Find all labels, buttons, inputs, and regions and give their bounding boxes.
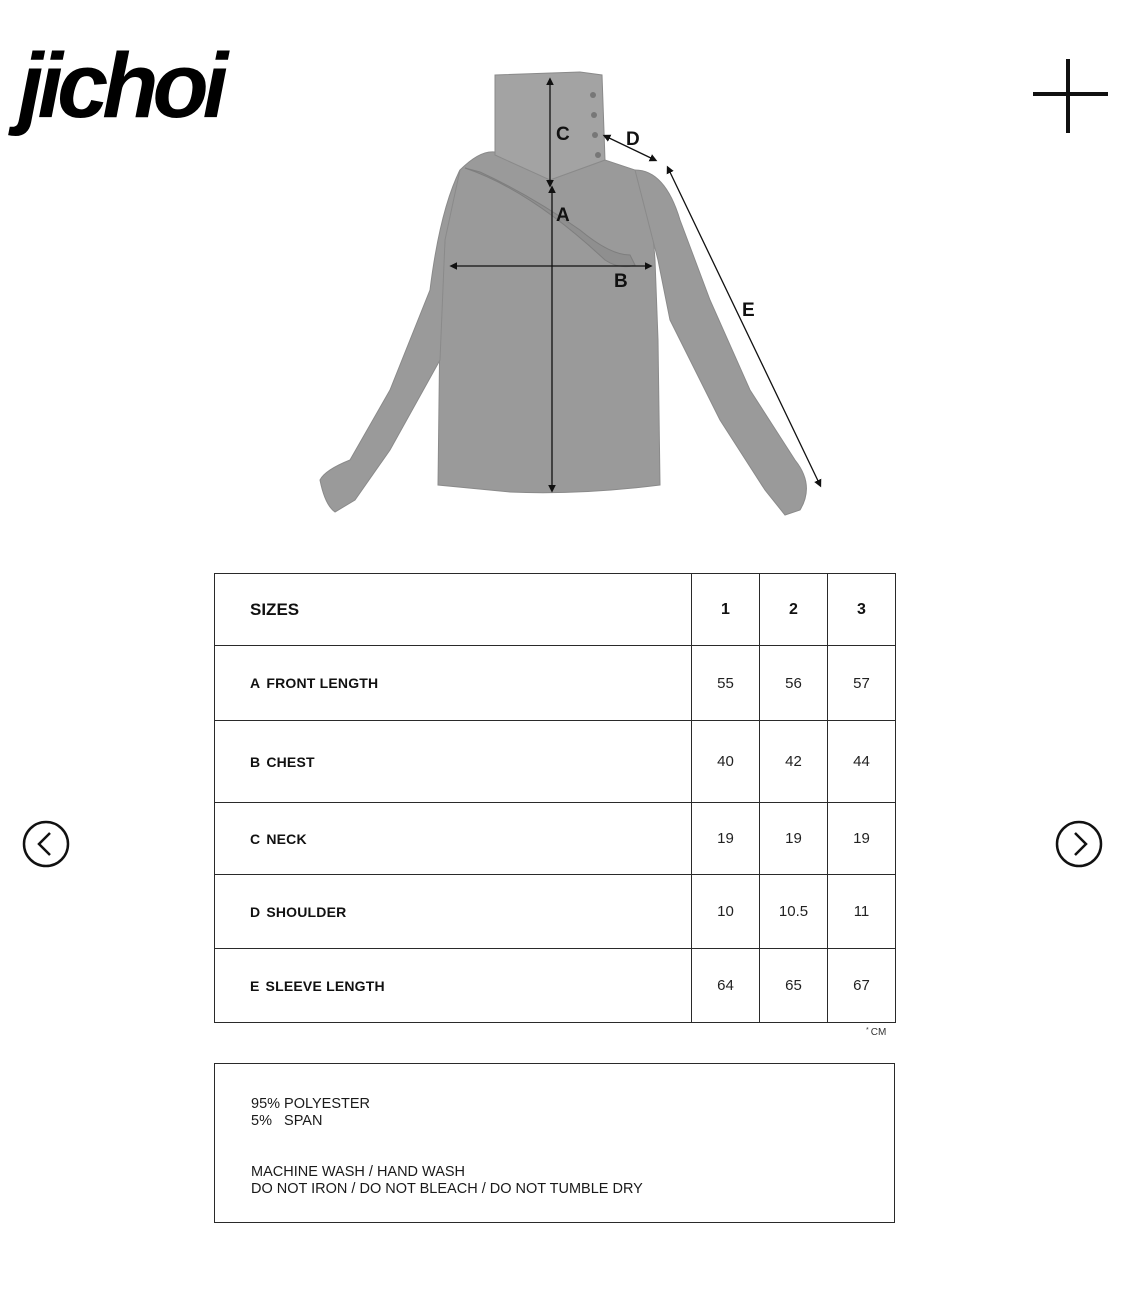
table-row	[215, 646, 896, 721]
size-header-3: 3	[828, 574, 896, 646]
chevron-right-icon	[1055, 820, 1103, 868]
table-row	[215, 875, 896, 949]
table-cell: 11	[828, 875, 896, 949]
next-slide-button[interactable]	[1055, 820, 1103, 868]
table-cell: 55	[692, 646, 760, 721]
table-row	[215, 721, 896, 803]
table-cell: 44	[828, 721, 896, 803]
measurement-label: B CHEST	[215, 721, 692, 803]
table-cell: 67	[828, 949, 896, 1023]
table-cell: 64	[692, 949, 760, 1023]
table-header-row	[215, 574, 896, 646]
composition-line: 5% SPAN	[251, 1113, 323, 1129]
table-cell: 19	[760, 803, 828, 875]
label-a: A	[556, 205, 570, 226]
table-cell: 19	[692, 803, 760, 875]
garment-measurement-diagram	[280, 60, 840, 530]
care-info-box	[214, 1063, 895, 1223]
table-cell: 42	[760, 721, 828, 803]
prev-slide-button[interactable]	[22, 820, 70, 868]
plus-icon	[1030, 57, 1110, 137]
table-row	[215, 949, 896, 1023]
table-cell: 40	[692, 721, 760, 803]
care-instruction-line: MACHINE WASH / HAND WASH	[251, 1164, 466, 1180]
size-header-2: 2	[760, 574, 828, 646]
size-chart-table	[214, 573, 896, 1023]
brand-logo[interactable]: jichoi	[18, 35, 223, 137]
measurement-label: E SLEEVE LENGTH	[215, 949, 692, 1023]
table-cell: 10	[692, 875, 760, 949]
table-row	[215, 803, 896, 875]
composition-line: 95% POLYESTER	[251, 1096, 371, 1112]
unit-note: * CM	[866, 1027, 887, 1038]
menu-button[interactable]	[1030, 57, 1110, 137]
table-cell: 10.5	[760, 875, 828, 949]
table-cell: 56	[760, 646, 828, 721]
label-b: B	[614, 271, 628, 292]
table-cell: 19	[828, 803, 896, 875]
measurement-label: D SHOULDER	[215, 875, 692, 949]
sizes-header: SIZES	[215, 574, 692, 646]
size-header-1: 1	[692, 574, 760, 646]
table-cell: 57	[828, 646, 896, 721]
chevron-left-icon	[22, 820, 70, 868]
label-d: D	[626, 129, 640, 150]
label-e: E	[742, 300, 755, 321]
measurement-label: A FRONT LENGTH	[215, 646, 692, 721]
care-instruction-line: DO NOT IRON / DO NOT BLEACH / DO NOT TUMBLE DRY	[251, 1181, 643, 1197]
label-c: C	[556, 124, 570, 145]
measurement-label: C NECK	[215, 803, 692, 875]
table-cell: 65	[760, 949, 828, 1023]
